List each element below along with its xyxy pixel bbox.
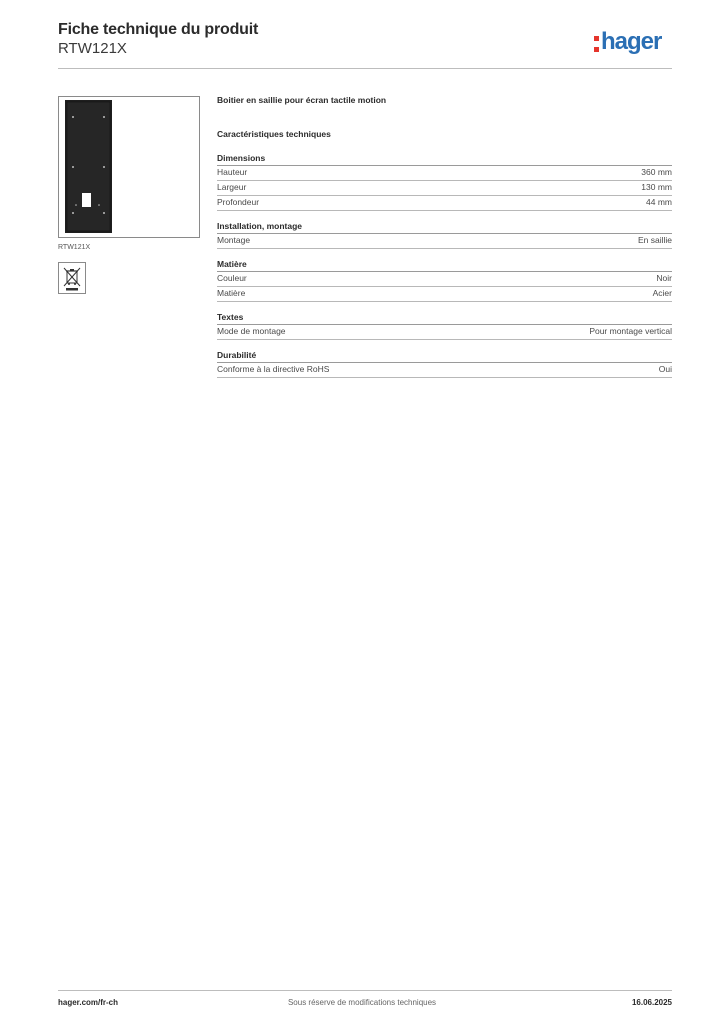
spec-row (217, 196, 672, 211)
group-title: Matière (217, 259, 672, 272)
footer-divider (58, 990, 672, 991)
product-box-drawing (59, 97, 199, 237)
spec-label: Couleur (217, 273, 247, 283)
spec-content (217, 95, 672, 388)
spec-row (217, 363, 672, 378)
spec-value: En saillie (637, 235, 672, 245)
product-code: RTW121X (58, 40, 127, 57)
spec-value: Oui (658, 364, 672, 374)
spec-group-dimensions (217, 153, 672, 211)
logo-text: hager (601, 28, 662, 55)
spec-group-installation (217, 221, 672, 249)
group-title: Installation, montage (217, 221, 672, 234)
spec-row (217, 287, 672, 302)
footer-notice: Sous réserve de modifications techniques (287, 998, 437, 1007)
group-title: Textes (217, 312, 672, 325)
spec-value: 130 mm (641, 182, 672, 192)
spec-value: Noir (656, 273, 672, 283)
spec-row (217, 181, 672, 196)
spec-row (217, 234, 672, 249)
footer-website: hager.com/fr-ch (58, 998, 119, 1007)
spec-label: Hauteur (217, 167, 248, 177)
spec-group-material (217, 259, 672, 302)
spec-row (217, 325, 672, 340)
footer-date: 16.06.2025 (631, 998, 672, 1007)
header-divider (58, 68, 672, 69)
spec-label: Mode de montage (217, 326, 286, 336)
weee-crossed-bin-icon (58, 262, 86, 294)
hager-logo (594, 28, 661, 56)
spec-row (217, 166, 672, 181)
spec-group-durability (217, 350, 672, 378)
product-description: Boitier en saillie pour écran tactile motion (217, 95, 387, 105)
image-caption: RTW121X (58, 244, 91, 251)
spec-label: Conforme à la directive RoHS (217, 364, 330, 374)
spec-label: Montage (217, 235, 251, 245)
spec-label: Matière (217, 288, 246, 298)
spec-value: 44 mm (646, 197, 672, 207)
spec-label: Largeur (217, 182, 247, 192)
group-title: Durabilité (217, 350, 672, 363)
specs-heading: Caractéristiques techniques (217, 129, 331, 139)
logo-dots-icon (594, 36, 599, 52)
spec-value: 360 mm (641, 167, 672, 177)
spec-label: Profondeur (217, 197, 260, 207)
spec-group-texts (217, 312, 672, 340)
spec-value: Acier (652, 288, 672, 298)
page-title: Fiche technique du produit (58, 21, 259, 38)
spec-value: Pour montage vertical (589, 326, 672, 336)
group-title: Dimensions (217, 153, 672, 166)
spec-row (217, 272, 672, 287)
product-image (58, 96, 200, 238)
